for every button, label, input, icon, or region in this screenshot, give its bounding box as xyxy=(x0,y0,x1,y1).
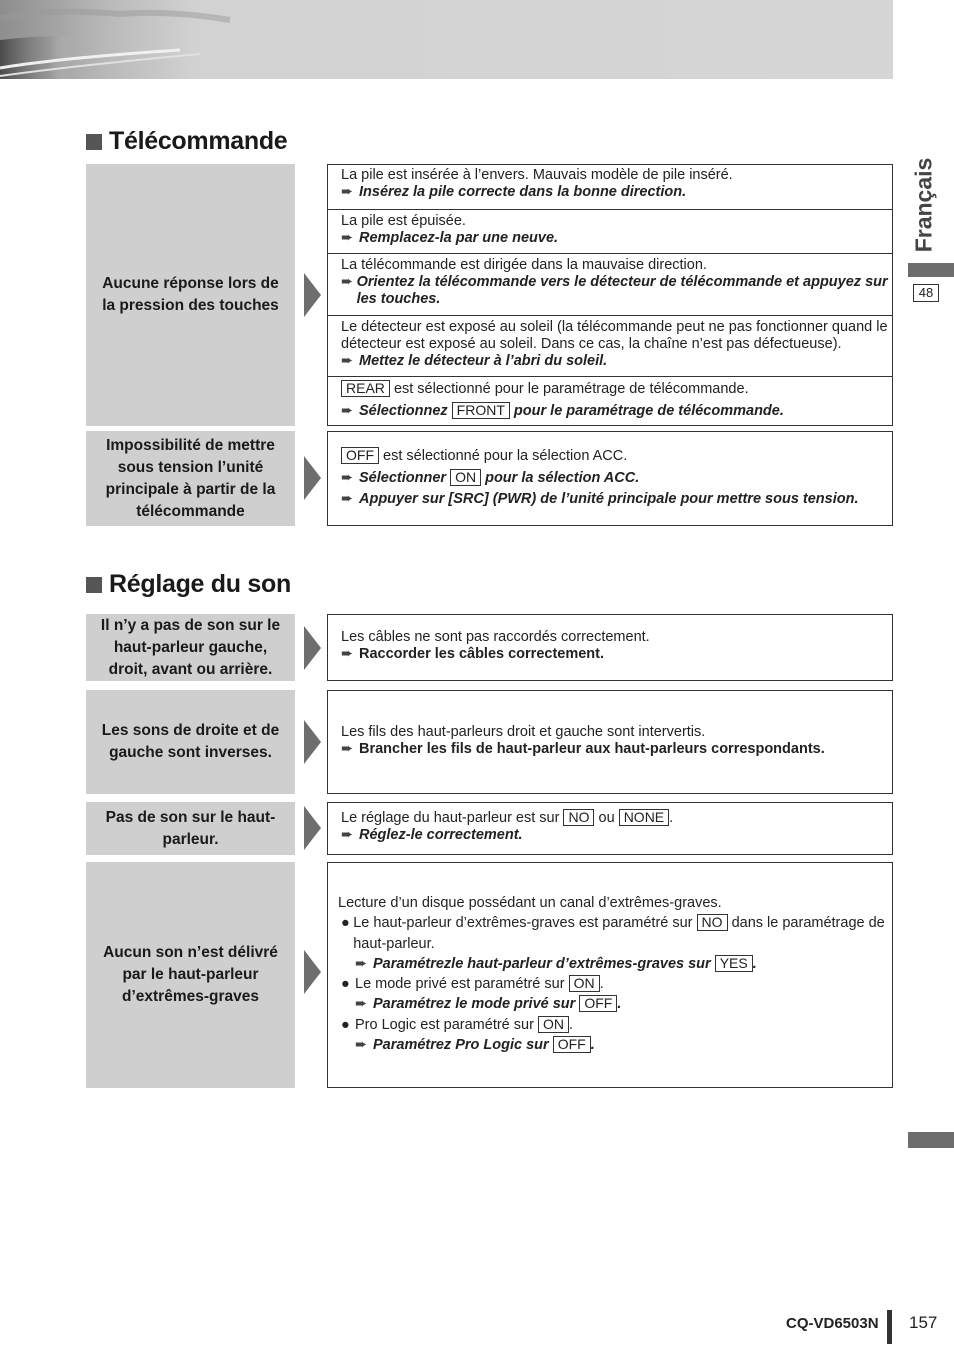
arrow-icon: ➨ xyxy=(355,1037,368,1054)
arrow-icon: ➨ xyxy=(341,470,354,486)
cause-no-response: Aucune réponse lors de la pression des touches xyxy=(86,164,295,426)
arrow-right-icon xyxy=(304,806,321,850)
remedy-cell: Le détecteur est exposé au soleil (la télécommande peut ne pas fonctionner quand le détecteur est exposé au soleil. Dans ce cas, la chaîne n’est pas défectueuse). ➨ Mettez le détecteur à l’abri du soleil. xyxy=(328,315,892,376)
cause-no-sound: Pas de son sur le haut-parleur. xyxy=(86,802,295,855)
cause-no-subwoofer: Aucun son n’est délivré par le haut-parleur d’extrêmes-graves xyxy=(86,862,295,1088)
remedy-box-speaker-setting: Le réglage du haut-parleur est sur NO ou NONE . ➨ Réglez-le correctement. xyxy=(327,802,893,855)
remedy-box-no-power-on: OFF est sélectionné pour la sélection ACC. ➨ Sélectionner ON pour la sélection ACC. ➨ Appuyer sur [SRC] (PWR) de l’unité principale pour mettre sous tension. xyxy=(327,431,893,526)
remedy-box-no-response xyxy=(327,164,893,426)
road-landscape-image xyxy=(0,0,893,79)
square-bullet-icon xyxy=(86,134,102,150)
language-tab-bar xyxy=(908,263,954,277)
arrow-right-icon xyxy=(304,626,321,670)
bullet-icon: ● xyxy=(341,1016,350,1033)
bullet-icon: ● xyxy=(341,915,350,932)
arrow-icon: ➨ xyxy=(341,827,354,843)
key-label: ON xyxy=(450,469,481,486)
arrow-right-icon xyxy=(304,720,321,764)
key-label: FRONT xyxy=(452,402,510,419)
arrow-right-icon xyxy=(304,456,321,500)
remedy-box-inverted: Les fils des haut-parleurs droit et gauche sont intervertis. ➨ Brancher les fils de haut-parleur aux haut-parleurs correspondants. xyxy=(327,690,893,794)
key-label: OFF xyxy=(341,447,379,464)
key-label: ON xyxy=(538,1016,569,1033)
language-tab: Français xyxy=(910,157,937,253)
footer-model: CQ-VD6503N xyxy=(786,1315,879,1332)
key-label: OFF xyxy=(553,1036,591,1053)
section-title-son: Réglage du son xyxy=(86,570,291,599)
square-bullet-icon xyxy=(86,577,102,593)
arrow-icon: ➨ xyxy=(341,403,354,419)
remedy-cell: La pile est insérée à l’envers. Mauvais modèle de pile inséré. ➨ Insérez la pile correcte dans la bonne direction. xyxy=(341,167,733,200)
side-marker-bar xyxy=(908,1132,954,1148)
arrow-icon: ➨ xyxy=(341,741,354,757)
footer-separator xyxy=(887,1310,892,1344)
cause-no-sound-speaker: Il n’y a pas de son sur le haut-parleur gauche, droit, avant ou arrière. xyxy=(86,614,295,681)
arrow-icon: ➨ xyxy=(341,230,354,246)
bullet-icon: ● xyxy=(341,976,350,993)
key-label: YES xyxy=(715,955,753,972)
key-label: NO xyxy=(697,914,728,931)
arrow-icon: ➨ xyxy=(341,353,354,369)
arrow-icon: ➨ xyxy=(341,646,354,662)
arrow-icon: ➨ xyxy=(341,184,354,200)
remedy-box-cables: Les câbles ne sont pas raccordés correctement. ➨ Raccorder les câbles correctement. xyxy=(327,614,893,681)
section-title-telecommande: Télécommande xyxy=(86,127,287,156)
remedy-cell: La pile est épuisée. ➨ Remplacez-la par une neuve. xyxy=(328,209,892,253)
page-number: 157 xyxy=(909,1313,938,1332)
arrow-icon: ➨ xyxy=(341,491,354,507)
header-banner xyxy=(0,0,893,79)
arrow-icon: ➨ xyxy=(341,274,354,290)
remedy-cell: La télécommande est dirigée dans la mauvaise direction. ➨ Orientez la télécommande vers le détecteur de télécommande et appuyez sur les touches. xyxy=(328,253,892,315)
arrow-icon: ➨ xyxy=(355,996,368,1013)
key-label: OFF xyxy=(579,995,617,1012)
arrow-right-icon xyxy=(304,950,321,994)
cause-left-right-inverted: Les sons de droite et de gauche sont inverses. xyxy=(86,690,295,794)
arrow-icon: ➨ xyxy=(355,955,368,972)
key-label: NO xyxy=(563,809,594,826)
remedy-box-subwoofer: Lecture d’un disque possédant un canal d’extrêmes-graves. ● Le haut-parleur d’extrêmes-graves est paramétré sur NO dans le paramétrage de haut-parleur. ➨ Paramétrezle haut-parleur d’extrêmes-graves sur YES . ● Le mode privé est paramétré sur ON . ➨ Paramétrez le mode privé sur OFF . ● Pro Logic est paramétré sur ON . ➨ Paramétrez Pro Logic sur OFF . xyxy=(327,862,893,1088)
arrow-right-icon xyxy=(304,273,321,317)
cause-no-power-on: Impossibilité de mettre sous tension l’unité principale à partir de la télécommande xyxy=(86,431,295,526)
key-label: ON xyxy=(569,975,600,992)
side-page-ref: 48 xyxy=(913,284,939,302)
key-label: NONE xyxy=(619,809,669,826)
remedy-cell: REAR est sélectionné pour le paramétrage de télécommande. ➨ Sélectionnez FRONT pour le paramétrage de télécommande. xyxy=(328,376,892,425)
key-label: REAR xyxy=(341,380,390,397)
